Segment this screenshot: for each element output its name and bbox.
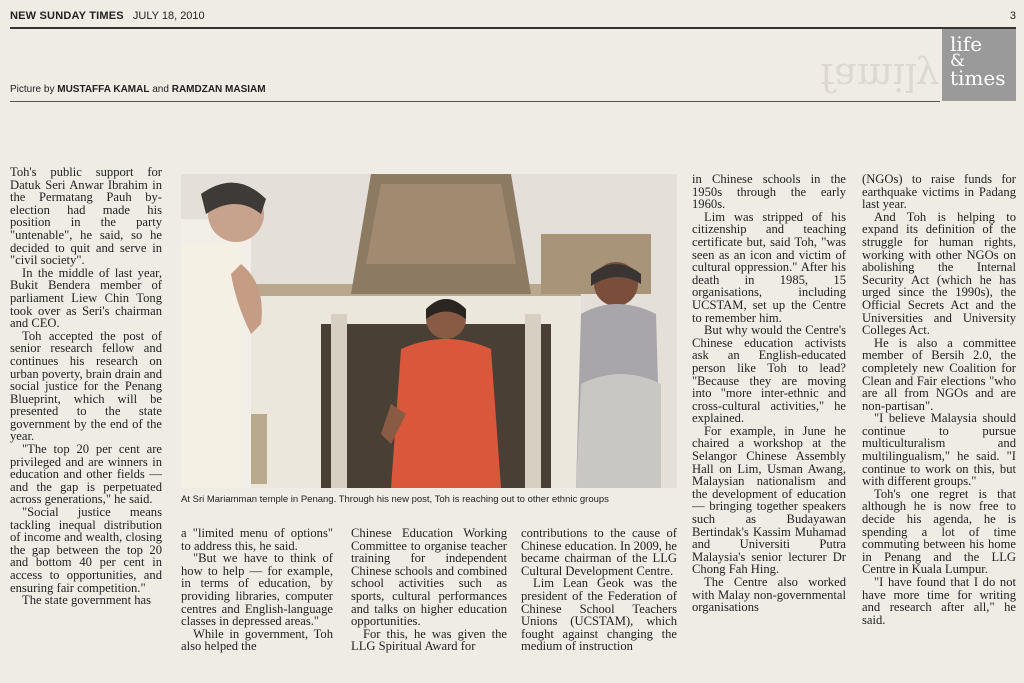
page-number: 3: [1009, 10, 1016, 22]
paragraph: But why would the Centre's Chinese education activists ask an English-educated person like Toh to lead? "Because they are moving into "more inter-ethnic and cross-cultural activities," he explained.: [692, 323, 846, 426]
issue-date: JULY 18, 2010: [132, 10, 205, 22]
article-column-4: [521, 527, 677, 678]
article-column-1: [10, 166, 162, 678]
paragraph: And Toh is helping to expand its definition of the struggle for human rights, working with other NGOs on abolishing the Internal Security Act (which he has urged since the 1990s), the Official Secrets Act and the Universities and University Colleges Act.: [862, 209, 1016, 338]
paragraph: contributions to the cause of Chinese education. In 2009, he became chairman of the LLG Cultural Development Centre.: [521, 527, 677, 578]
paragraph: While in government, Toh also helped the: [181, 626, 333, 654]
credit-photographer-2: RAMDZAN MASIAM: [171, 84, 266, 95]
section-label-life: life: [950, 32, 983, 56]
paragraph: (NGOs) to raise funds for earthquake victims in Padang last year.: [862, 173, 1016, 212]
credit-photographer-1: MUSTAFFA KAMAL: [57, 84, 150, 95]
photo-credit: [10, 84, 266, 95]
paragraph: For this, he was given the LLG Spiritual Award for: [351, 626, 507, 654]
paragraph: Chinese Education Working Committee to organise teacher training for independent Chinese schools and combined school activities such as sports, cultural performances and talks on higher education opportunities.: [351, 527, 507, 629]
newspaper-name: NEW SUNDAY TIMES: [10, 10, 124, 22]
paragraph: "The top 20 per cent are privileged and are winners in education and other fields — and the gap is perpetuated across generations," he said.: [10, 442, 162, 507]
paragraph: He is also a committee member of Bersih 2.0, the completely new Coalition for Clean and Fair elections "who are all from NGOs and are non-partisan".: [862, 335, 1016, 413]
article-column-5: [692, 173, 846, 678]
paragraph: For example, in June he chaired a workshop at the Selangor Chinese Assembly Hall on Lim, Usman Awang, Malaysian nationalism and the development of education — bringing together speakers such as Budayawan Bertindak's Kassim Muhamad and Universiti Putra Malaysia's senior lecturer Dr Chong Fah Hing.: [692, 423, 846, 577]
article-column-2: [181, 527, 333, 678]
paragraph: Lim Lean Geok was the president of the Federation of Chinese School Teachers Unions (UCSTAM), which fought against changing the medium of instruction: [521, 576, 677, 654]
paragraph: "But we have to think of how to help — for example, in terms of education, by providing libraries, computer centres and English-language classes in depressed areas.": [181, 551, 333, 629]
bleed-through-text: family: [820, 55, 939, 99]
paragraph: In the middle of last year, Bukit Bendera member of parliament Liew Chin Tong took over as Seri's chairman and CEO.: [10, 265, 162, 331]
paragraph: "Social justice means tackling inequal distribution of income and wealth, closing the gap between the top 20 and bottom 40 per cent in access to opportunities, and ensuring fair competition.": [10, 505, 162, 595]
credit-prefix: Picture by: [10, 84, 58, 95]
paragraph: "I have found that I do not have more time for writing and research after all," he said.: [862, 575, 1016, 627]
header-rule: [10, 27, 1016, 29]
photo-caption: At Sri Mariamman temple in Penang. Through his new post, Toh is reaching out to other ethnic groups: [181, 494, 609, 505]
paragraph: in Chinese schools in the 1950s through the early 1960s.: [692, 173, 846, 212]
paragraph: The state government has: [22, 593, 152, 608]
credit-and: and: [149, 84, 172, 95]
paragraph: Toh's public support for Datuk Seri Anwar Ibrahim in the Permatang Pauh by-election had made his position in the party "untenable", he said, so he decided to quit and serve in "civil society".: [10, 166, 162, 268]
paragraph: The Centre also worked with Malay non-governmental organisations: [692, 575, 846, 615]
article-column-3: [351, 527, 507, 678]
paragraph: Toh accepted the post of senior research fellow and continues his research on urban poverty, brain drain and social justice for the Penang Blueprint, which will be presented to the state government by the end of the year.: [10, 328, 162, 444]
section-label-box: [942, 29, 1016, 101]
paragraph: a "limited menu of options" to address this, he said.: [181, 527, 333, 553]
article-column-6: [862, 173, 1016, 678]
masthead: [10, 10, 1016, 26]
paragraph: "I believe Malaysia should continue to pursue multiculturalism and multilingualism," he said. "I continue to work on this, but with different groups.": [862, 411, 1016, 489]
paragraph: Toh's one regret is that although he is now free to decide his agenda, he is spending a lot of time commuting between his home in Penang and the LLG Centre in Kuala Lumpur.: [862, 486, 1016, 577]
paragraph: Lim was stripped of his citizenship and teaching certificate but, said Toh, "was seen as an icon and victim of cultural oppression." After his death in 1985, 15 organisations, including UCSTAM, set up the Centre to remember him.: [692, 209, 846, 325]
section-label-amp: &: [950, 51, 966, 71]
temple-photo: [181, 174, 677, 488]
credit-rule: [10, 101, 940, 102]
section-label-times: times: [950, 66, 1006, 90]
temple-photo-illustration: [181, 174, 677, 488]
